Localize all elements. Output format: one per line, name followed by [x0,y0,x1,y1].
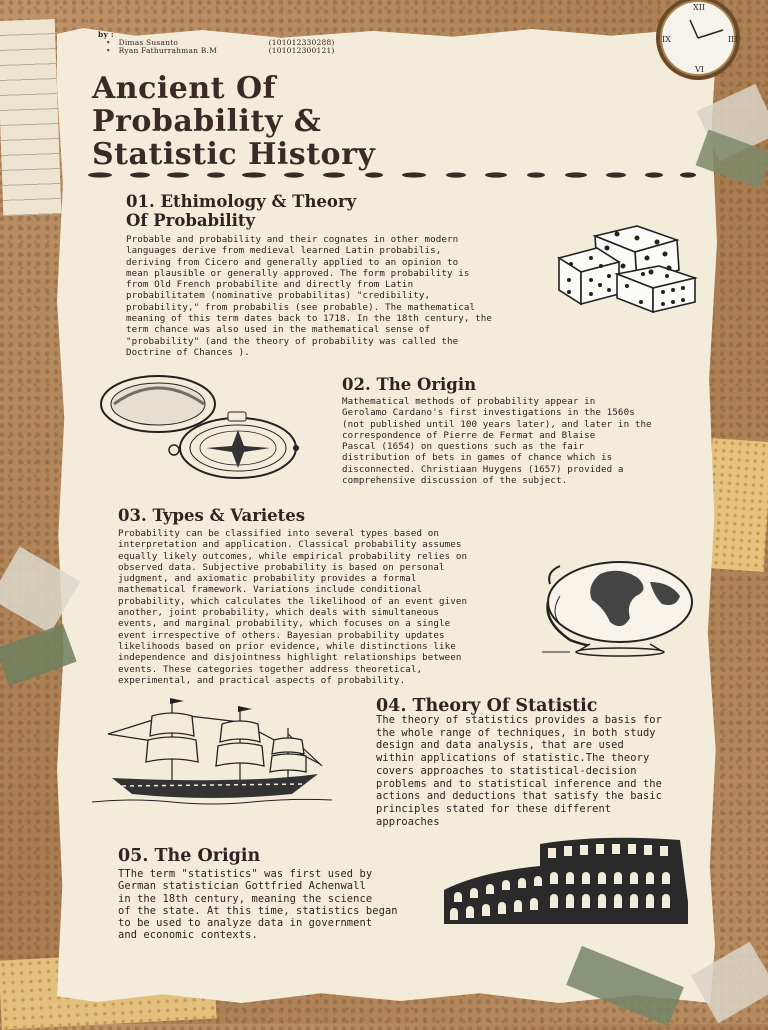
text-line: Probability can be classified into several types based on [118,528,439,539]
text-line: The theory of statistics provides a basis for [376,714,663,726]
section-body-origin-2 [118,868,398,942]
section-body-theory-statistic [376,714,662,828]
text-line: term chance was also used in the mathematical sense of [126,324,431,336]
lined-paper-scrap [0,19,61,216]
text-line: probability," from probabilis (see probable). The mathematical [126,301,476,313]
text-line: problems and to statistical inference and the [376,777,663,790]
text-line: Pascal (1654) on questions such as the fair [342,441,585,453]
text-line: in the 18th century, meaning the science [118,892,373,905]
text-line: Probable and probability and their cognates in other modern [126,234,459,245]
text-line: mean plausible or generally approved. The form probability is [126,267,470,279]
text-line: "probability" (and the theory of probability was called the [126,335,459,347]
authors-by-label: by : [98,30,114,39]
text-line: probability, which calculates the likelihood of an event given [118,595,468,607]
text-line: Gerolamo Cardano's first investigations in the 1560s [342,407,635,419]
author-row: • Dimas Susanto (101012330288) [106,38,335,47]
text-line: judgment, and axiomatic probability provides a formal [118,573,417,585]
section-body-origin-1 [342,396,652,486]
text-line: to be used to analyze data in government [118,917,373,930]
text-line: design and data analysis, that are used [376,739,624,752]
section-title-types: 03. Types & Varietes [118,506,306,525]
dice-icon [555,222,700,314]
svg-text:III: III [728,35,738,44]
text-line: approaches [376,815,440,828]
section-title-origin-1: 02. The Origin [342,375,477,394]
text-line: disconnected. Christiaan Huygens (1657) provided a [342,463,624,475]
text-line: probabilitatem (nominative probabilitas) "credibility, [126,290,431,302]
section-title-ethimology: 01. Ethimology & Theory Of Probability [126,192,357,230]
text-line: languages derive from medieval learned Latin probabilis, [126,245,442,257]
svg-text:VI: VI [695,65,704,74]
text-line: events, and marginal probability, which focuses on a single [118,618,451,630]
text-line: meaning of this term dates back to 1718. In the 18th century, the [126,313,493,325]
text-line: correspondence of Pierre de Fermat and Blaise [342,429,596,441]
title-divider [88,170,698,180]
section-body-types [118,528,467,686]
text-line: events. These categories together address theoretical, [118,663,423,675]
compass-icon [100,374,300,484]
text-line: event irrespective of others. Bayesian probability updates [118,629,445,641]
text-line: German statistician Gottfried Achenwall [118,880,366,893]
text-line: comprehensive discussion of the subject. [342,475,568,487]
section-title-theory-statistic: 04. Theory Of Statistic [376,696,598,716]
authors-block [98,31,335,55]
author-id: (101012300121) [268,46,335,55]
text-line: distribution of bets in games of chance which is [342,452,613,464]
text-line: actions and deductions that satisfy the basic [376,790,663,803]
text-line: Mathematical methods of probability appear in [342,396,596,407]
text-line: principles stated for these different [376,802,612,815]
text-line: deriving from Cicero and generally applied to an opinion to [126,256,459,268]
text-line: and economic contexts. [118,929,258,942]
author-name: Dimas Susanto [118,38,179,47]
text-line: another, joint probability, which deals with simultaneous [118,607,439,619]
text-line: interpretation and application. Classical probability assumes [118,539,462,551]
section-title-origin-2: 05. The Origin [118,846,261,866]
colosseum-icon [440,832,692,928]
text-line: TThe term "statistics" was first used by [118,868,373,880]
text-line: from Old French probabilite and directly from Latin [126,279,414,291]
text-line: of the state. At this time, statistics began [118,904,398,917]
text-line: (not published until 100 years later), and later in the [342,418,652,430]
svg-text:IX: IX [662,35,671,44]
page-title: Ancient Of Probability & Statistic History [92,71,376,172]
globe-icon [530,552,700,658]
section-body-ethimology [126,234,492,358]
text-line: equally likely outcomes, while empirical probability relies on [118,550,468,562]
author-id: (101012330288) [268,38,335,47]
ship-icon [92,694,332,809]
author-name: Ryan Fathurrahman B.M [118,46,217,55]
svg-text:XII: XII [693,3,706,12]
text-line: observed data. Subjective probability is based on personal [118,561,445,573]
text-line: likelihoods based on prior evidence, while distinctions like [118,640,456,652]
text-line: Doctrine of Chances ). [126,346,250,358]
text-line: the whole range of techniques, in both study [376,726,656,739]
text-line: within applications of statistic.The theory [376,752,650,765]
text-line: independence and disjointness highlight relationships between [118,652,462,664]
clock-icon [628,0,768,80]
author-row: • Ryan Fathurrahman B.M (101012300121) [106,46,335,55]
text-line: mathematical framework. Variations include conditional [118,584,423,596]
text-line: covers approaches to statistical-decision [376,764,637,777]
text-line: experimental, and practical aspects of probability. [118,674,406,686]
